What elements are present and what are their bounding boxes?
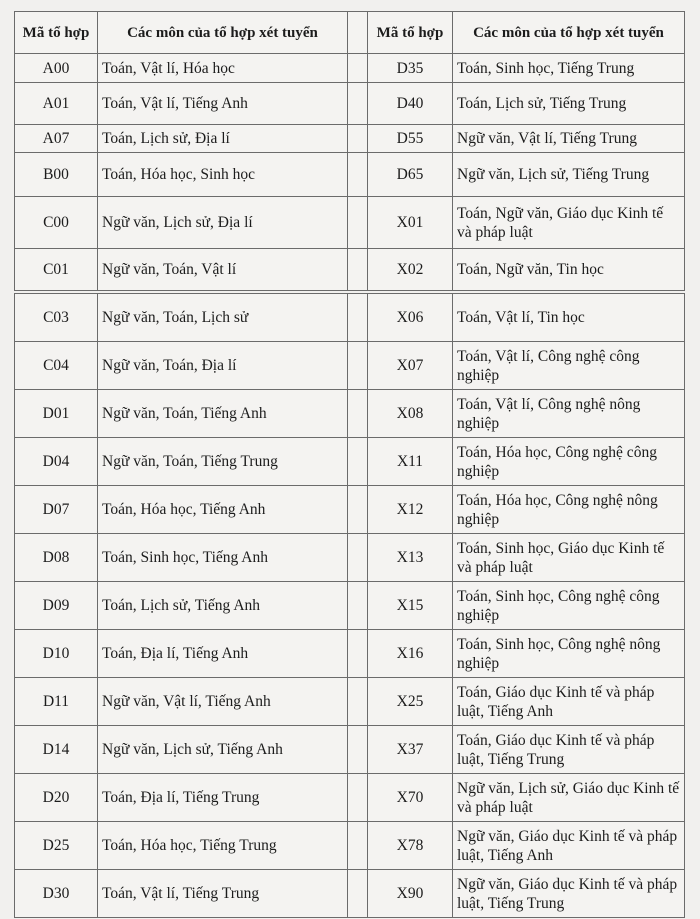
right-subjects-cell: Toán, Sinh học, Công nghệ công nghiệp: [453, 582, 685, 630]
table-row: [15, 390, 685, 438]
column-gap: [348, 125, 368, 153]
left-subjects-cell: Ngữ văn, Lịch sử, Tiếng Anh: [98, 726, 348, 774]
left-subjects-cell: Toán, Vật lí, Tiếng Trung: [98, 870, 348, 918]
right-subjects-cell: Toán, Vật lí, Công nghệ nông nghiệp: [453, 390, 685, 438]
right-subjects-cell: Toán, Hóa học, Công nghệ công nghiệp: [453, 438, 685, 486]
column-gap: [348, 54, 368, 83]
left-code-cell: A01: [15, 83, 98, 125]
left-subjects-cell: Toán, Địa lí, Tiếng Anh: [98, 630, 348, 678]
right-code-cell: X06: [368, 294, 453, 342]
right-code-cell: X08: [368, 390, 453, 438]
column-gap: [348, 249, 368, 291]
right-code-cell: X90: [368, 870, 453, 918]
right-code-cell: X02: [368, 249, 453, 291]
left-subjects-cell: Toán, Sinh học, Tiếng Anh: [98, 534, 348, 582]
table-row: [15, 294, 685, 342]
left-subjects-cell: Ngữ văn, Vật lí, Tiếng Anh: [98, 678, 348, 726]
right-code-cell: D40: [368, 83, 453, 125]
column-gap: [348, 582, 368, 630]
left-subjects-cell: Ngữ văn, Toán, Lịch sử: [98, 294, 348, 342]
left-code-cell: D08: [15, 534, 98, 582]
table-row: [15, 249, 685, 291]
left-subjects-cell: Toán, Địa lí, Tiếng Trung: [98, 774, 348, 822]
subject-combination-table-bottom: [14, 293, 685, 918]
right-code-cell: X12: [368, 486, 453, 534]
column-gap: [348, 486, 368, 534]
column-gap: [348, 153, 368, 197]
right-subjects-cell: Toán, Lịch sử, Tiếng Trung: [453, 83, 685, 125]
left-code-cell: D30: [15, 870, 98, 918]
left-code-cell: A07: [15, 125, 98, 153]
subject-combination-table-top: [14, 11, 685, 291]
left-subjects-cell: Ngữ văn, Toán, Địa lí: [98, 342, 348, 390]
right-subjects-cell: Toán, Sinh học, Giáo dục Kinh tế và pháp luật: [453, 534, 685, 582]
right-code-cell: X15: [368, 582, 453, 630]
column-gap: [348, 294, 368, 342]
column-gap: [348, 342, 368, 390]
left-code-cell: D20: [15, 774, 98, 822]
right-subjects-cell: Toán, Vật lí, Tin học: [453, 294, 685, 342]
left-code-cell: C04: [15, 342, 98, 390]
right-subjects-cell: Toán, Ngữ văn, Giáo dục Kinh tế và pháp luật: [453, 197, 685, 249]
left-code-cell: A00: [15, 54, 98, 83]
right-subjects-cell: Ngữ văn, Lịch sử, Giáo dục Kinh tế và pháp luật: [453, 774, 685, 822]
right-subjects-cell: Toán, Hóa học, Công nghệ nông nghiệp: [453, 486, 685, 534]
column-gap: [348, 726, 368, 774]
left-subjects-cell: Ngữ văn, Toán, Vật lí: [98, 249, 348, 291]
right-code-cell: X16: [368, 630, 453, 678]
column-gap: [348, 197, 368, 249]
table-row: [15, 630, 685, 678]
left-code-cell: C03: [15, 294, 98, 342]
left-subjects-cell: Toán, Vật lí, Hóa học: [98, 54, 348, 83]
left-subjects-header: Các môn của tổ hợp xét tuyển: [98, 12, 348, 54]
left-code-cell: C01: [15, 249, 98, 291]
right-code-cell: D55: [368, 125, 453, 153]
right-subjects-cell: Toán, Sinh học, Tiếng Trung: [453, 54, 685, 83]
right-subjects-cell: Toán, Giáo dục Kinh tế và pháp luật, Tiếng Anh: [453, 678, 685, 726]
table-row: [15, 83, 685, 125]
right-code-cell: X78: [368, 822, 453, 870]
left-code-cell: D09: [15, 582, 98, 630]
left-subjects-cell: Toán, Lịch sử, Địa lí: [98, 125, 348, 153]
left-code-cell: D25: [15, 822, 98, 870]
column-gap: [348, 822, 368, 870]
right-code-header: Mã tổ hợp: [368, 12, 453, 54]
column-gap: [348, 870, 368, 918]
right-code-cell: X01: [368, 197, 453, 249]
right-subjects-cell: Toán, Ngữ văn, Tin học: [453, 249, 685, 291]
right-subjects-cell: Ngữ văn, Giáo dục Kinh tế và pháp luật, Tiếng Trung: [453, 870, 685, 918]
column-gap: [348, 534, 368, 582]
right-code-cell: X11: [368, 438, 453, 486]
column-gap: [348, 438, 368, 486]
right-subjects-cell: Ngữ văn, Vật lí, Tiếng Trung: [453, 125, 685, 153]
column-gap: [348, 630, 368, 678]
column-gap: [348, 774, 368, 822]
right-code-cell: D65: [368, 153, 453, 197]
table-row: [15, 197, 685, 249]
left-subjects-cell: Toán, Hóa học, Sinh học: [98, 153, 348, 197]
column-gap: [348, 83, 368, 125]
table-row: [15, 54, 685, 83]
left-code-cell: D04: [15, 438, 98, 486]
table-row: [15, 678, 685, 726]
left-code-cell: D14: [15, 726, 98, 774]
table-row: [15, 774, 685, 822]
left-code-cell: D11: [15, 678, 98, 726]
right-code-cell: X25: [368, 678, 453, 726]
header-row: [15, 12, 685, 54]
table-row: [15, 342, 685, 390]
right-code-cell: X37: [368, 726, 453, 774]
left-subjects-cell: Toán, Vật lí, Tiếng Anh: [98, 83, 348, 125]
right-subjects-cell: Toán, Vật lí, Công nghệ công nghiệp: [453, 342, 685, 390]
table-row: [15, 582, 685, 630]
right-subjects-cell: Toán, Sinh học, Công nghệ nông nghiệp: [453, 630, 685, 678]
table-row: [15, 822, 685, 870]
left-subjects-cell: Toán, Hóa học, Tiếng Anh: [98, 486, 348, 534]
left-subjects-cell: Ngữ văn, Toán, Tiếng Trung: [98, 438, 348, 486]
table-row: [15, 870, 685, 918]
right-subjects-cell: Toán, Giáo dục Kinh tế và pháp luật, Tiếng Trung: [453, 726, 685, 774]
table-row: [15, 153, 685, 197]
left-code-cell: B00: [15, 153, 98, 197]
right-subjects-cell: Ngữ văn, Giáo dục Kinh tế và pháp luật, Tiếng Anh: [453, 822, 685, 870]
column-gap: [348, 12, 368, 54]
left-subjects-cell: Toán, Lịch sử, Tiếng Anh: [98, 582, 348, 630]
column-gap: [348, 390, 368, 438]
right-code-cell: X70: [368, 774, 453, 822]
table-row: [15, 486, 685, 534]
left-code-cell: D07: [15, 486, 98, 534]
table-row: [15, 125, 685, 153]
right-code-cell: X13: [368, 534, 453, 582]
right-code-cell: D35: [368, 54, 453, 83]
table-row: [15, 438, 685, 486]
left-subjects-cell: Ngữ văn, Lịch sử, Địa lí: [98, 197, 348, 249]
left-code-cell: C00: [15, 197, 98, 249]
left-subjects-cell: Ngữ văn, Toán, Tiếng Anh: [98, 390, 348, 438]
right-subjects-header: Các môn của tổ hợp xét tuyển: [453, 12, 685, 54]
left-code-header: Mã tổ hợp: [15, 12, 98, 54]
left-subjects-cell: Toán, Hóa học, Tiếng Trung: [98, 822, 348, 870]
column-gap: [348, 678, 368, 726]
right-code-cell: X07: [368, 342, 453, 390]
right-subjects-cell: Ngữ văn, Lịch sử, Tiếng Trung: [453, 153, 685, 197]
left-code-cell: D10: [15, 630, 98, 678]
table-row: [15, 726, 685, 774]
left-code-cell: D01: [15, 390, 98, 438]
table-row: [15, 534, 685, 582]
